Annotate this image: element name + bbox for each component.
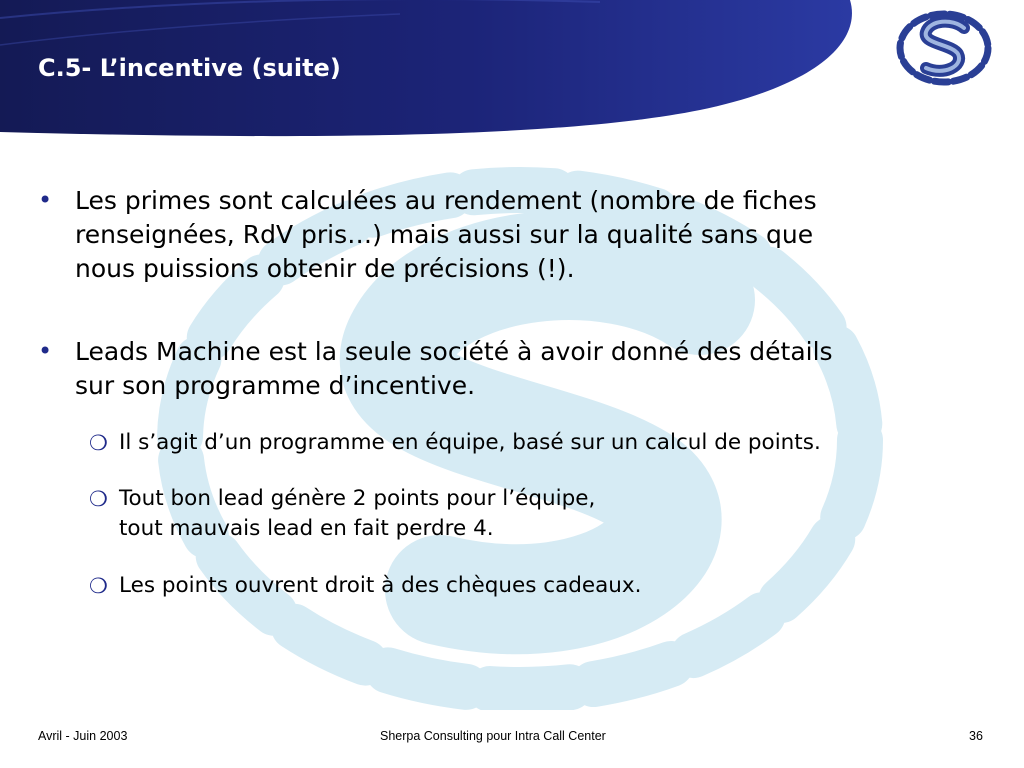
footer-page-number: 36	[969, 729, 983, 743]
sub-bullet-3-line-1: Les points ouvrent droit à des chèques cadeaux.	[119, 573, 642, 598]
sub-bullet-2-line-1: Tout bon lead génère 2 points pour l’équipe,	[119, 486, 596, 511]
bullet-1-line-1: Les primes sont calculées au rendement (nombre de fiches	[75, 186, 817, 215]
bullet-2-line-2: sur son programme d’incentive.	[75, 371, 476, 400]
sub-bullet-1	[119, 428, 979, 458]
sherpa-logo-icon	[892, 4, 996, 88]
bullet-icon: •	[38, 337, 53, 365]
footer-date: Avril - Juin 2003	[38, 729, 128, 743]
sub-bullet-icon: ❍	[89, 574, 108, 598]
sub-bullet-icon: ❍	[89, 431, 108, 455]
bullet-2-line-1: Leads Machine est la seule société à avoir donné des détails	[75, 337, 833, 366]
bullet-2	[75, 335, 955, 403]
bullet-icon: •	[38, 186, 53, 214]
sub-bullet-1-line-1: Il s’agit d’un programme en équipe, basé sur un calcul de points.	[119, 430, 821, 455]
slide-title: C.5- L’incentive (suite)	[38, 54, 341, 82]
sub-bullet-2	[119, 484, 979, 544]
bullet-1	[75, 184, 955, 286]
sub-bullet-3	[119, 571, 979, 601]
bullet-1-line-2: renseignées, RdV pris…) mais aussi sur la qualité sans que	[75, 220, 814, 249]
bullet-1-line-3: nous puissions obtenir de précisions (!).	[75, 254, 575, 283]
sub-bullet-icon: ❍	[89, 487, 108, 511]
sub-bullet-2-line-2: tout mauvais lead en fait perdre 4.	[119, 516, 494, 541]
footer-center: Sherpa Consulting pour Intra Call Center	[380, 729, 606, 743]
